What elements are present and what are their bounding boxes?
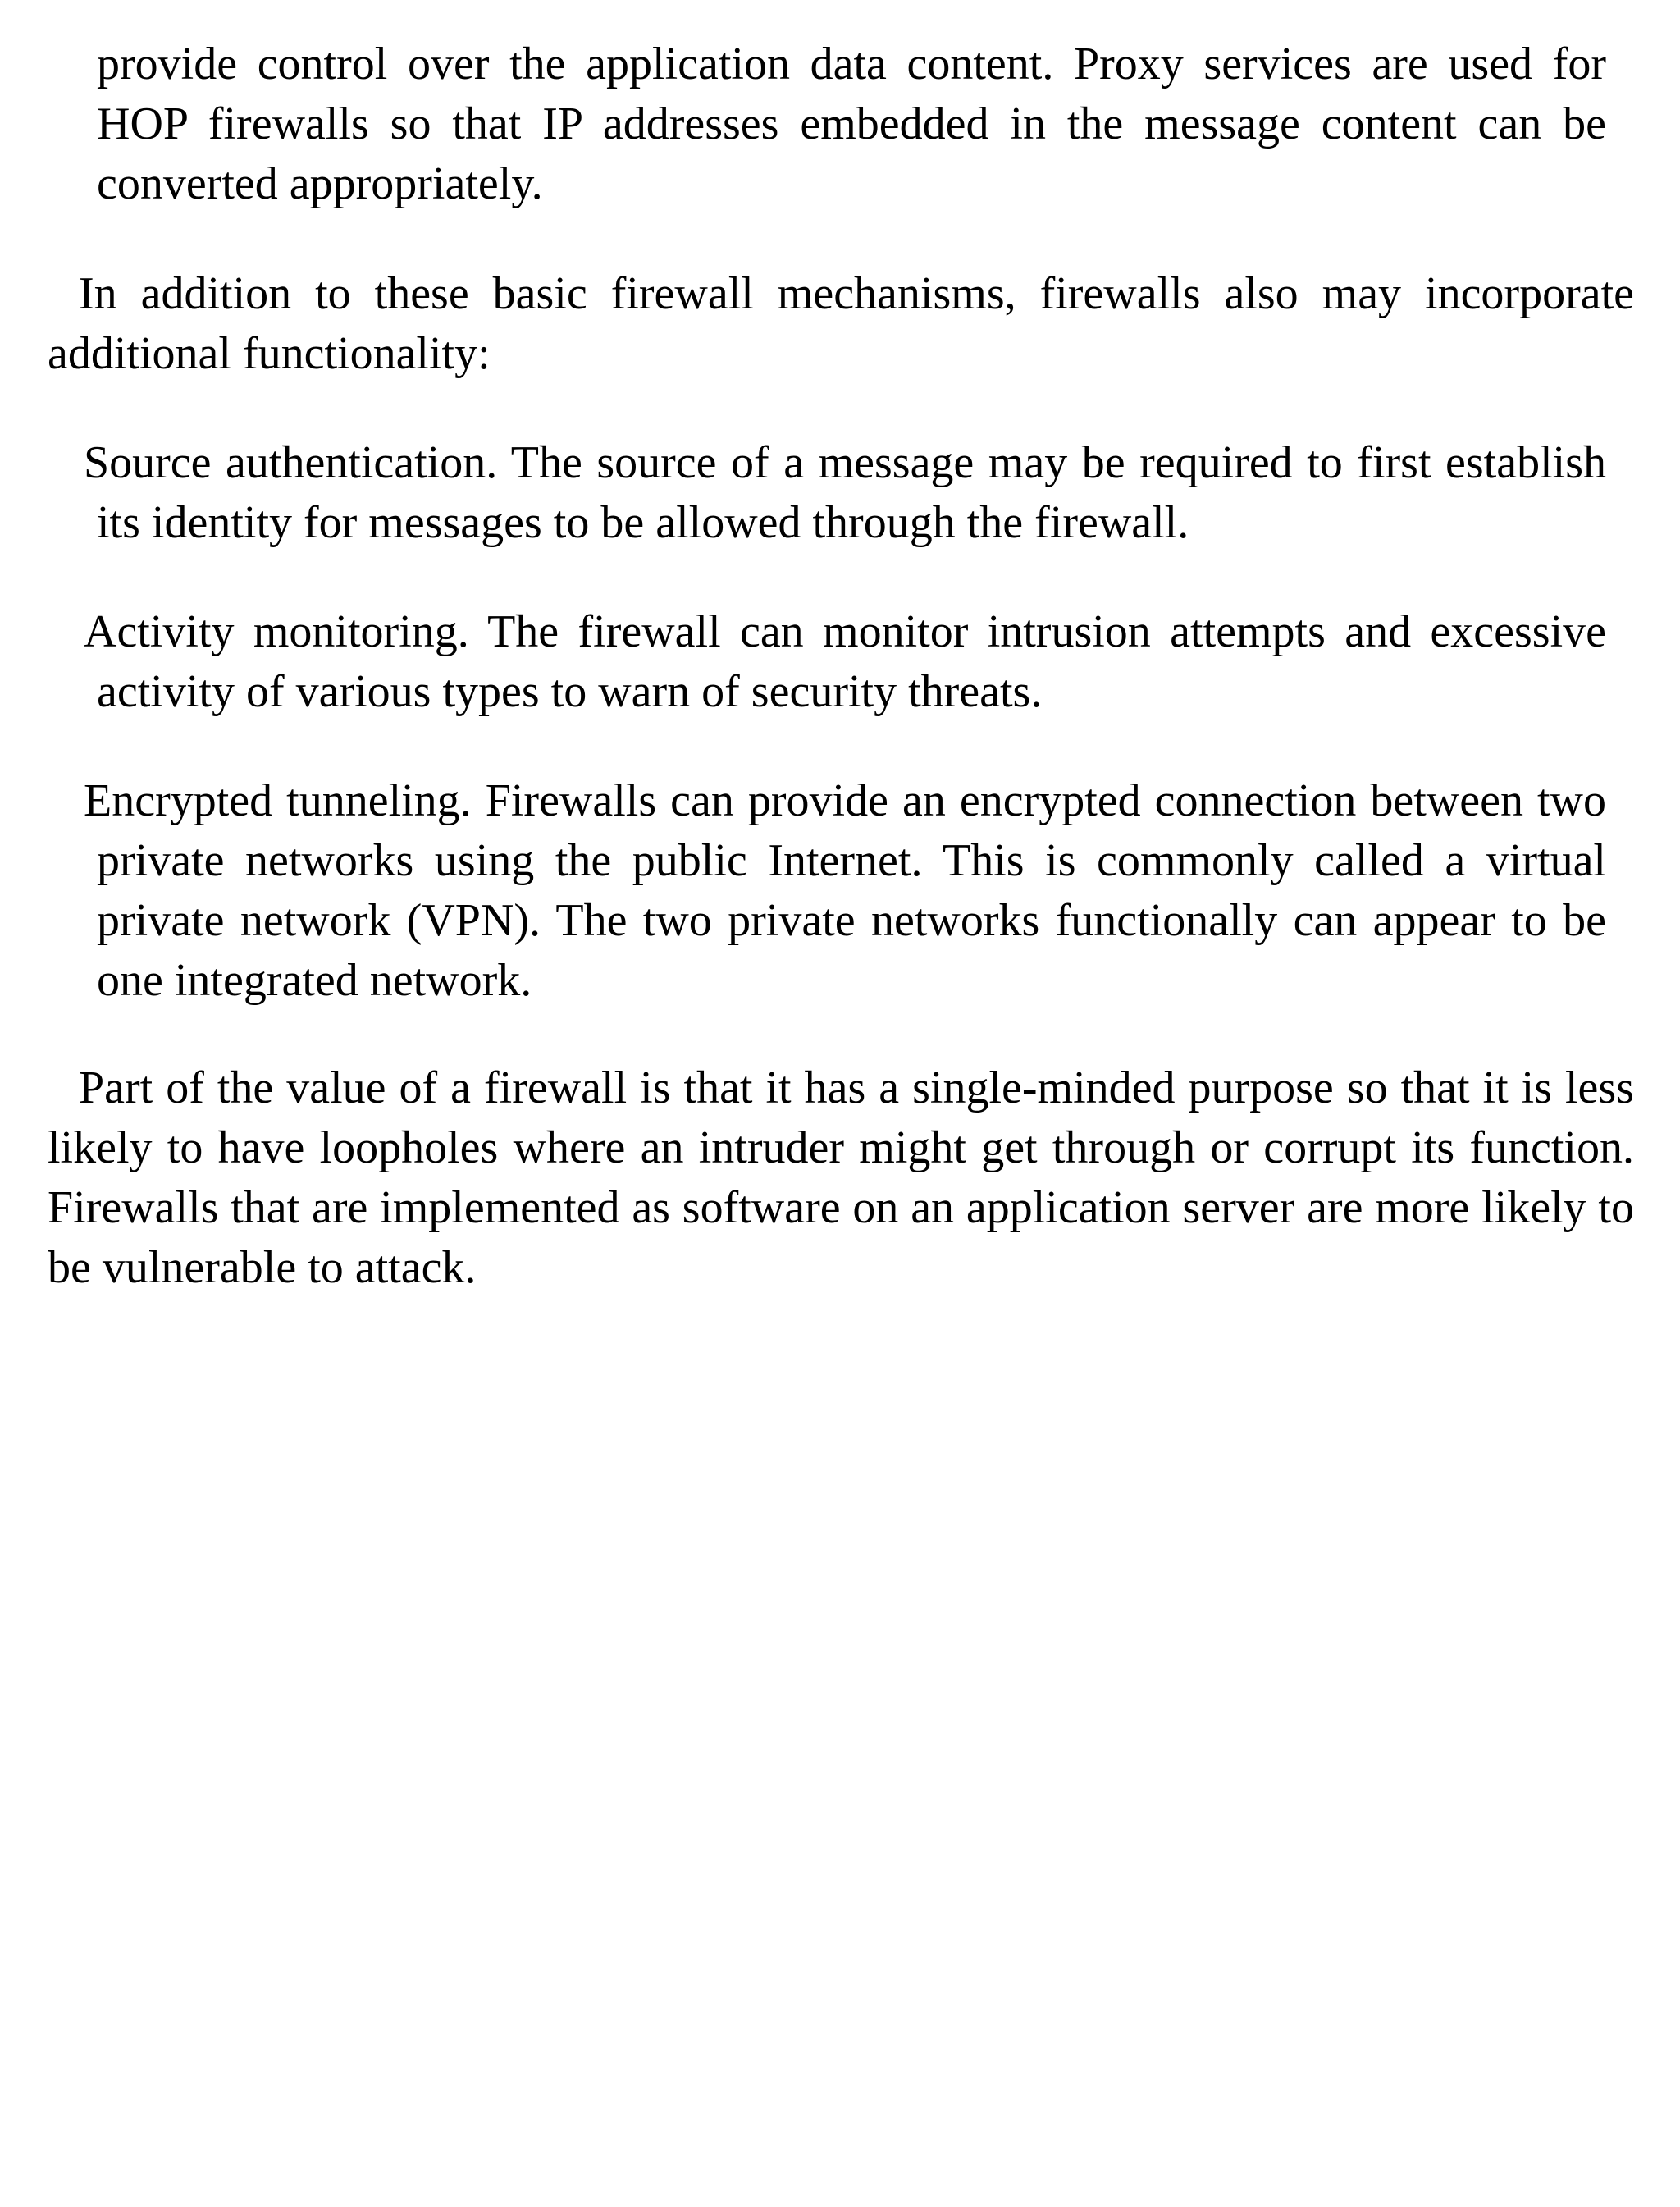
paragraph-proxy-services: provide control over the application data content. Proxy services are used for HOP firewalls so that IP addresses embedded in the message content can be converted appropriately. [97, 39, 1606, 209]
paragraph-encrypted-tunneling: Encrypted tunneling. Firewalls can provide an encrypted connection between two private networks using the public Internet. This is commonly called a virtual private network (VPN). The two private networks functionally can appear to be one integrated network. [84, 775, 1606, 1006]
paragraph-firewall-value: Part of the value of a firewall is that it has a single-minded purpose so that it is less likely to have loopholes where an intruder might get through or corrupt its function. Firewalls that are implemented as software on an application server are more likely to be vulnerable to attack. [48, 1062, 1634, 1293]
paragraph-additional-functionality-intro: In addition to these basic firewall mechanisms, firewalls also may incorporate additional functionality: [48, 268, 1634, 379]
paragraph-activity-monitoring: Activity monitoring. The firewall can monitor intrusion attempts and excessive activity of various types to warn of security threats. [84, 606, 1606, 717]
paragraph-source-authentication: Source authentication. The source of a message may be required to first establish its identity for messages to be allowed through the firewall. [84, 437, 1606, 548]
